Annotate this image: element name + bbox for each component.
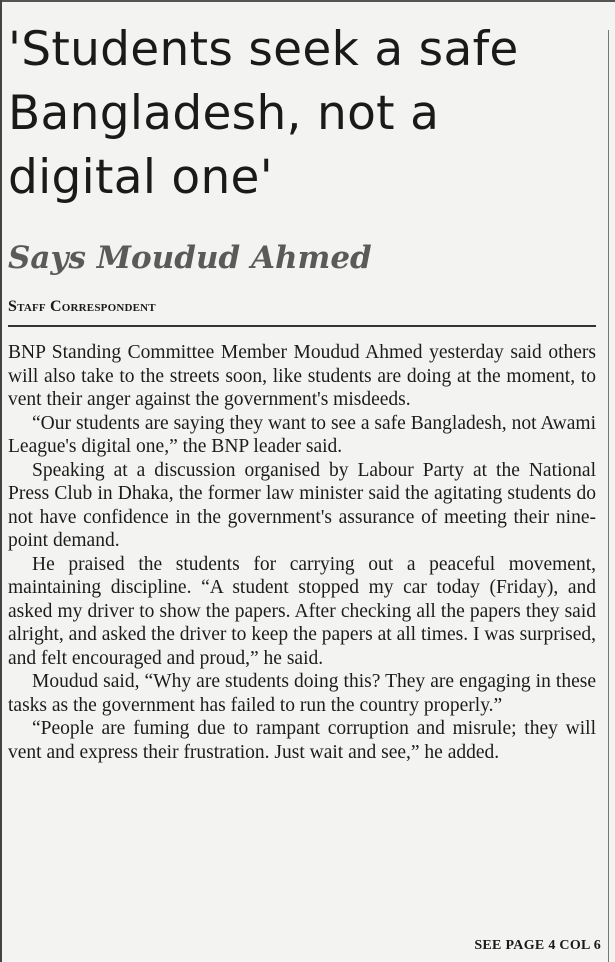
- continuation-reference: SEE PAGE 4 COL 6: [474, 938, 601, 953]
- subheadline: Says Moudud Ahmed: [8, 240, 372, 276]
- paragraph: “Our students are saying they want to see a safe Bangladesh, not Awami League's digital one,” the BNP leader said.: [8, 412, 596, 457]
- paragraph: Speaking at a discussion organised by Labour Party at the National Press Club in Dhaka, the former law minister said the agitating students do not have confidence in the government's assurance of meeting their nine-point demand.: [8, 459, 596, 551]
- paragraph: “People are fuming due to rampant corruption and misrule; they will vent and express their frustration. Just wait and see,” he added.: [8, 718, 596, 763]
- byline: Staff Correspondent: [8, 298, 156, 315]
- article-body: [8, 341, 596, 764]
- paragraph: BNP Standing Committee Member Moudud Ahmed yesterday said others will also take to the streets soon, like students are doing at the moment, to vent their anger against the government's misdeeds.: [8, 342, 596, 410]
- byline-divider: [8, 325, 596, 327]
- top-border: [0, 0, 615, 2]
- headline: 'Students seek a safe Bangladesh, not a digital one': [8, 22, 519, 205]
- left-border: [0, 0, 2, 962]
- paragraph: Moudud said, “Why are students doing this? They are engaging in these tasks as the government has failed to run the country properly.”: [8, 671, 596, 716]
- paragraph: He praised the students for carrying out a peaceful movement, maintaining discipline. “A student stopped my car today (Friday), and asked my driver to show the papers. After checking all the papers they said alright, and asked the driver to keep the papers at all times. I was surprised, and felt encouraged and proud,” he said.: [8, 553, 596, 669]
- column-divider: [608, 30, 609, 962]
